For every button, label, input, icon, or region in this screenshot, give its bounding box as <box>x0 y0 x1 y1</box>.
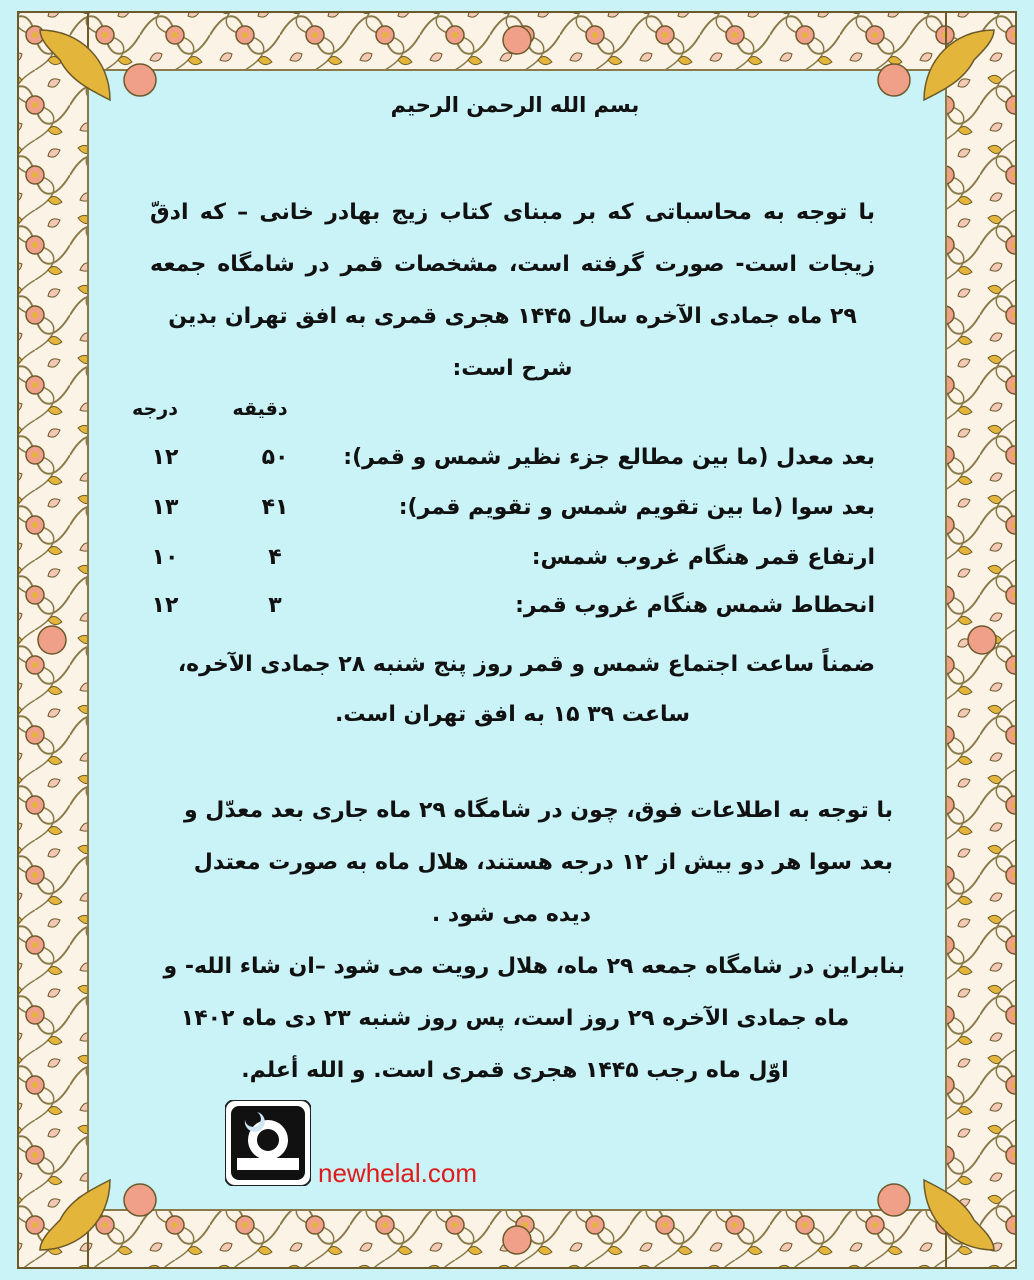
intro-line: شرح است: <box>452 356 573 381</box>
conclusion-line: با توجه به اطلاعات فوق، چون در شامگاه ۲۹ ماه جاری بعد معدّل و <box>183 798 893 823</box>
note-line: ساعت ۳۹ ۱۵ به افق تهران است. <box>335 702 690 727</box>
newhelal-logo-icon <box>225 1100 311 1186</box>
website-link[interactable]: newhelal.com <box>318 1158 477 1188</box>
table-row <box>125 495 875 545</box>
header-degree: درجه <box>132 398 178 420</box>
table-row <box>125 593 875 643</box>
intro-line: ۲۹ ماه جمادی الآخره سال ۱۴۴۵ هجری قمری به افق تهران بدین <box>168 304 857 329</box>
table-row <box>125 545 875 595</box>
intro-line: زیجات است- صورت گرفته است، مشخصات قمر در شامگاه جمعه <box>150 252 875 277</box>
row-label: ارتفاع قمر هنگام غروب شمس: <box>531 545 875 570</box>
conjunction-note <box>150 640 875 740</box>
row-degree: ۱۲ <box>151 445 179 470</box>
conclusion-paragraph <box>130 785 893 941</box>
final-line: بنابراین در شامگاه جمعه ۲۹ ماه، هلال رویت می شود –ان شاء الله- و <box>163 954 905 979</box>
intro-paragraph <box>150 187 875 395</box>
header-minute: دقیقه <box>232 398 288 420</box>
row-label: بعد معدل (ما بین مطالع جزء نظیر شمس و قمر): <box>343 445 875 470</box>
intro-line: با توجه به محاسباتی که بر مبنای کتاب زیج بهادر خانی – که ادقّ <box>150 200 875 225</box>
final-line: اوّل ماه رجب ۱۴۴۵ هجری قمری است. و الله أعلم. <box>241 1058 789 1083</box>
row-label: انحطاط شمس هنگام غروب قمر: <box>515 593 875 618</box>
final-line: ماه جمادی الآخره ۲۹ روز است، پس روز شنبه ۲۳ دی ماه ۱۴۰۲ <box>180 1006 850 1031</box>
document-body <box>125 85 905 1095</box>
row-degree: ۱۲ <box>151 593 179 618</box>
row-degree: ۱۳ <box>151 495 179 520</box>
conclusion-line: بعد سوا هر دو بیش از ۱۲ درجه هستند، هلال ماه به صورت معتدل <box>193 850 893 875</box>
row-minute: ۴ <box>268 545 282 570</box>
row-minute: ۵۰ <box>261 445 289 470</box>
note-line: ضمناً ساعت اجتماع شمس و قمر روز پنج شنبه ۲۸ جمادی الآخره، <box>177 652 875 677</box>
row-label: بعد سوا (ما بین تقویم شمس و تقویم قمر): <box>398 495 875 520</box>
basmala-heading: بسم الله الرحمن الرحیم <box>390 93 640 117</box>
row-minute: ۴۱ <box>261 495 289 520</box>
table-row <box>125 445 875 495</box>
conclusion-line: دیده می شود . <box>431 902 592 927</box>
row-minute: ۳ <box>268 593 282 618</box>
row-degree: ۱۰ <box>151 545 179 570</box>
final-paragraph <box>125 941 905 1097</box>
